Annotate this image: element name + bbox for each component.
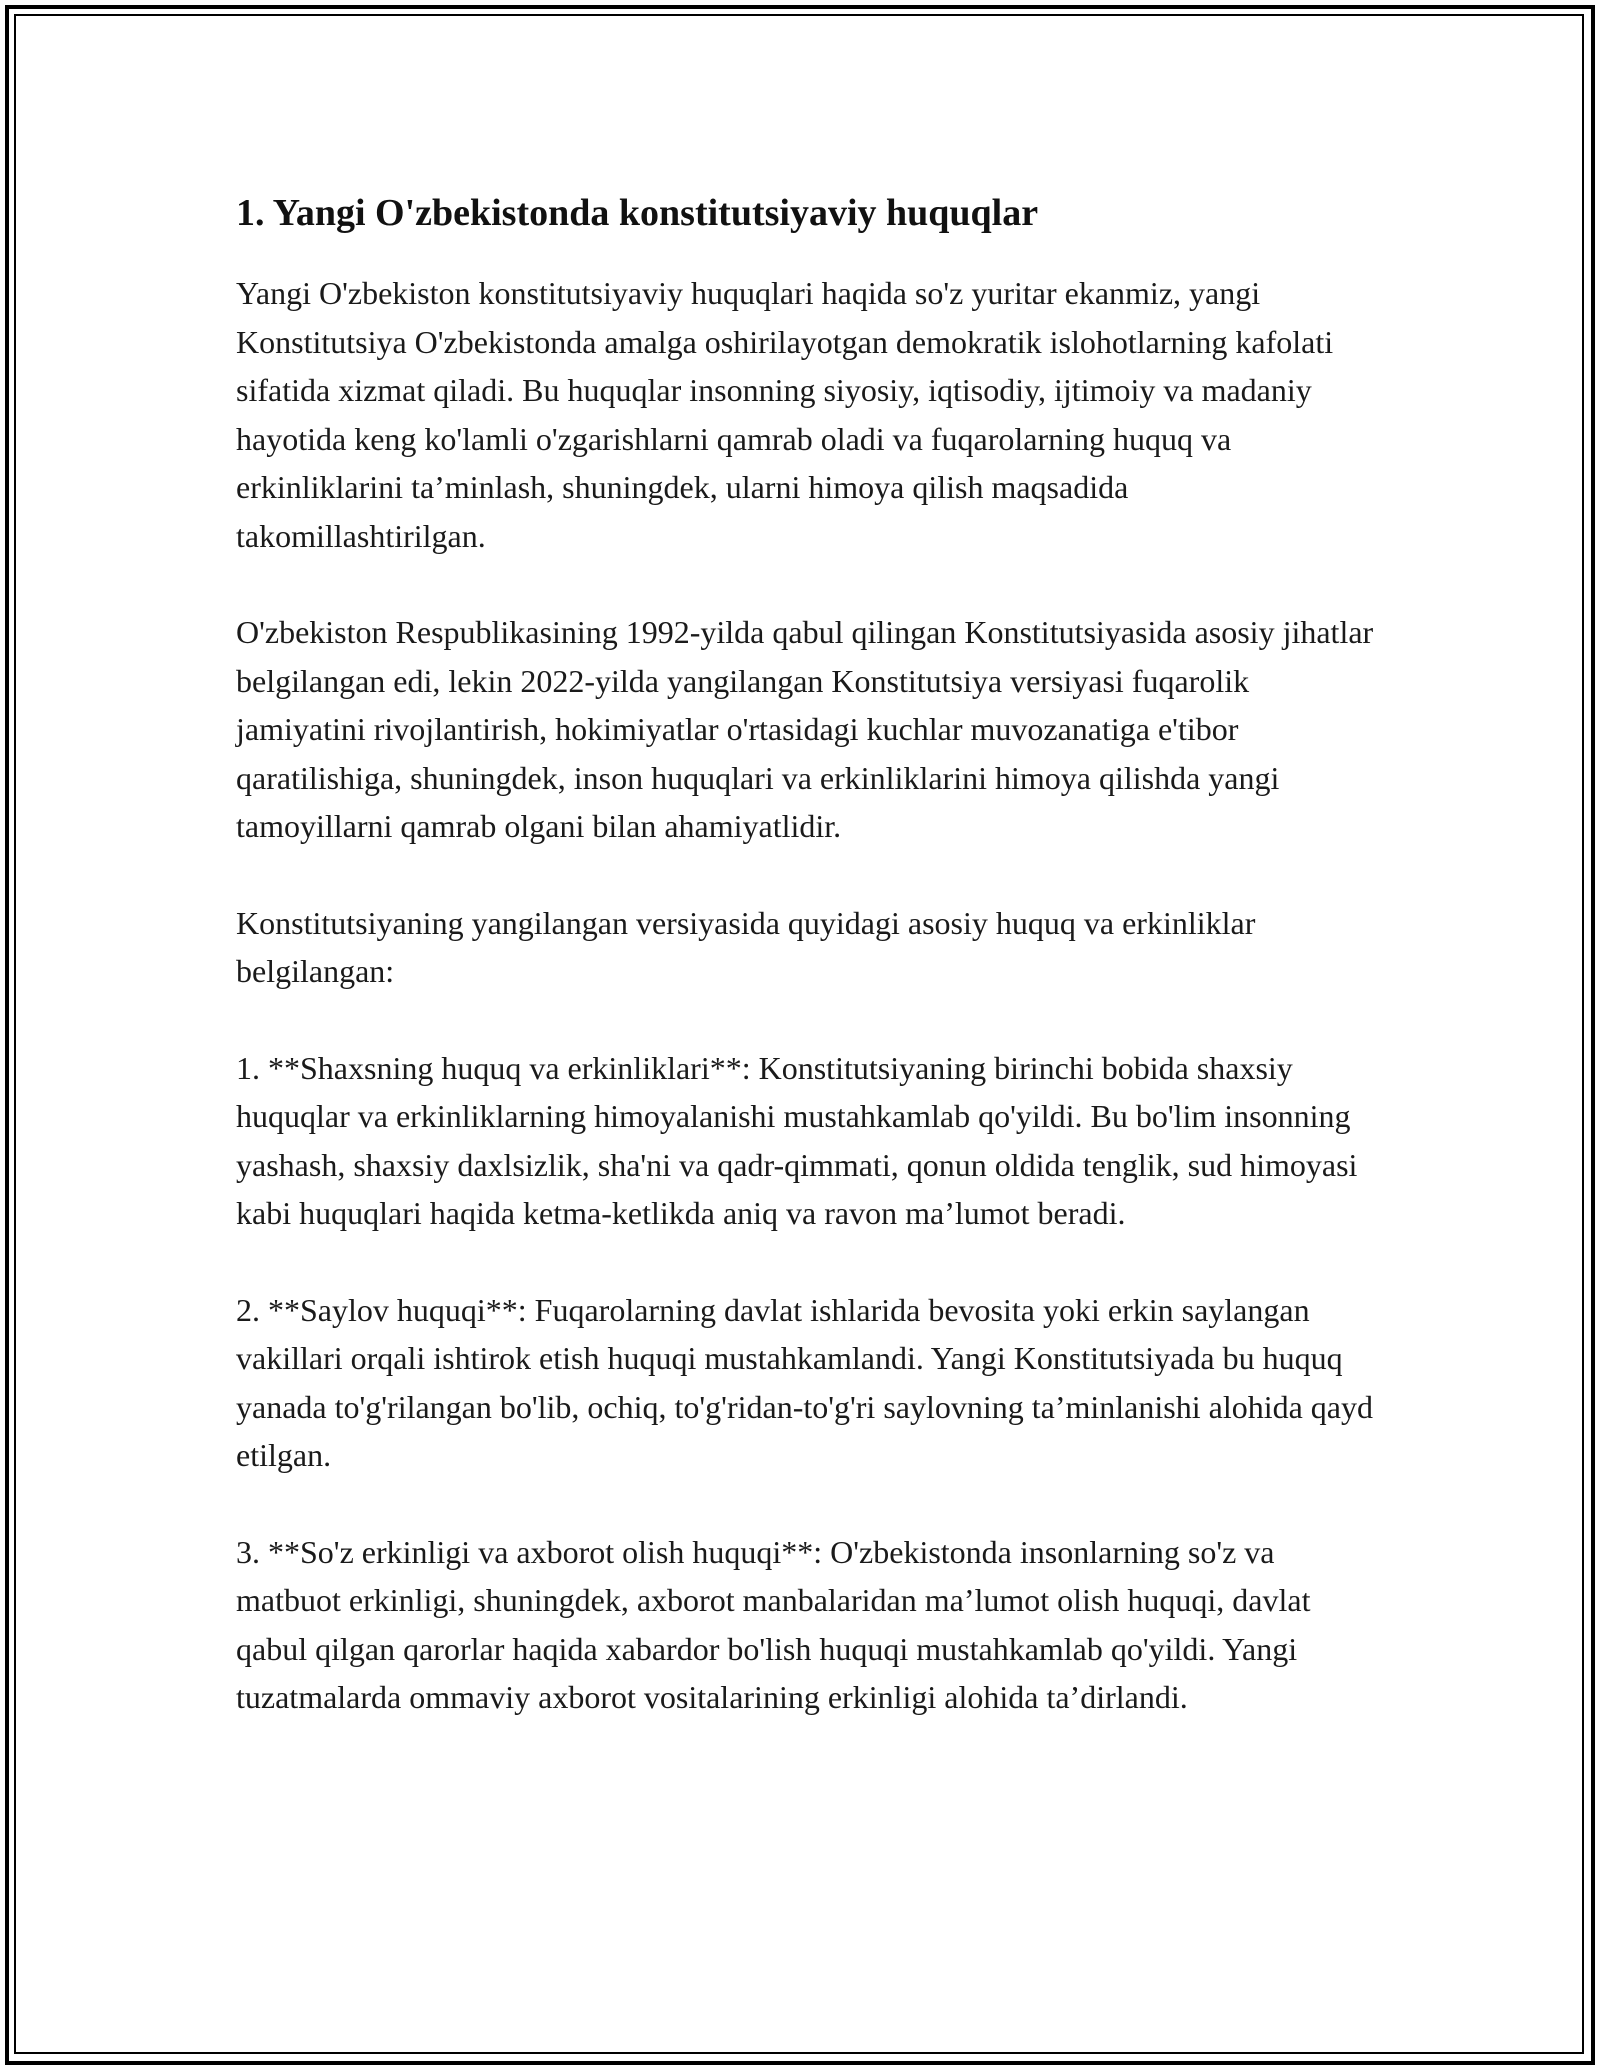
- document-page: [236, 185, 1376, 1770]
- list-item-free-speech: 3. **So'z erkinligi va axborot olish huquqi**: O'zbekistonda insonlarning so'z va matbuot erkinligi, shuningdek, axborot manbalaridan ma’lumot olish huquqi, davlat qabul qilgan qarorlar haqida xabardor bo'lish huquqi mustahkamlab qo'yildi. Yangi tuzatmalarda ommaviy axborot vositalarining erkinligi alohida ta’dirlandi.: [236, 1533, 1311, 1715]
- document-title: 1. Yangi O'zbekistonda konstitutsiyaviy huquqlar: [236, 192, 1039, 234]
- list-item-voting-rights: 2. **Saylov huquqi**: Fuqarolarning davlat ishlarida bevosita yoki erkin saylangan vakillari orqali ishtirok etish huquqi mustahkamlandi. Yangi Konstitutsiyada bu huquq yanada to'g'rilangan bo'lib, ochiq, to'g'ridan-to'g'ri saylovning ta’minlanishi alohida qayd etilgan.: [236, 1291, 1373, 1473]
- paragraph-history: O'zbekiston Respublikasining 1992-yilda qabul qilingan Konstitutsiyasida asosiy jihatlar belgilangan edi, lekin 2022-yilda yangilangan Konstitutsiya versiyasi fuqarolik jamiyatini rivojlantirish, hokimiyatlar o'rtasidagi kuchlar muvozanatiga e'tibor qaratilishiga, shuningdek, inson huquqlari va erkinliklarini himoya qilishda yangi tamoyillarni qamrab olgani bilan ahamiyatlidir.: [236, 614, 1374, 844]
- paragraph-intro: Yangi O'zbekiston konstitutsiyaviy huquqlari haqida so'z yuritar ekanmiz, yangi Konstitutsiya O'zbekistonda amalga oshirilayotgan demokratik islohotlarning kafolati sifatida xizmat qiladi. Bu huquqlar insonning siyosiy, iqtisodiy, ijtimoiy va madaniy hayotida keng ko'lamli o'zgarishlarni qamrab oladi va fuqarolarning huquq va erkinliklarini ta’minlash, shuningdek, ularni himoya qilish maqsadida takomillashtirilgan.: [236, 275, 1334, 554]
- list-item-personal-rights: 1. **Shaxsning huquq va erkinliklari**: Konstitutsiyaning birinchi bobida shaxsiy huquqlar va erkinliklarning himoyalanishi mustahkamlab qo'yildi. Bu bo'lim insonning yashash, shaxsiy daxlsizlik, sha'ni va qadr-qimmati, qonun oldida tenglik, sud himoyasi kabi huquqlari haqida ketma-ketlikda aniq va ravon ma’lumot beradi.: [236, 1049, 1358, 1231]
- paragraph-list-intro: Konstitutsiyaning yangilangan versiyasida quyidagi asosiy huquq va erkinliklar belgilangan:: [236, 904, 1256, 989]
